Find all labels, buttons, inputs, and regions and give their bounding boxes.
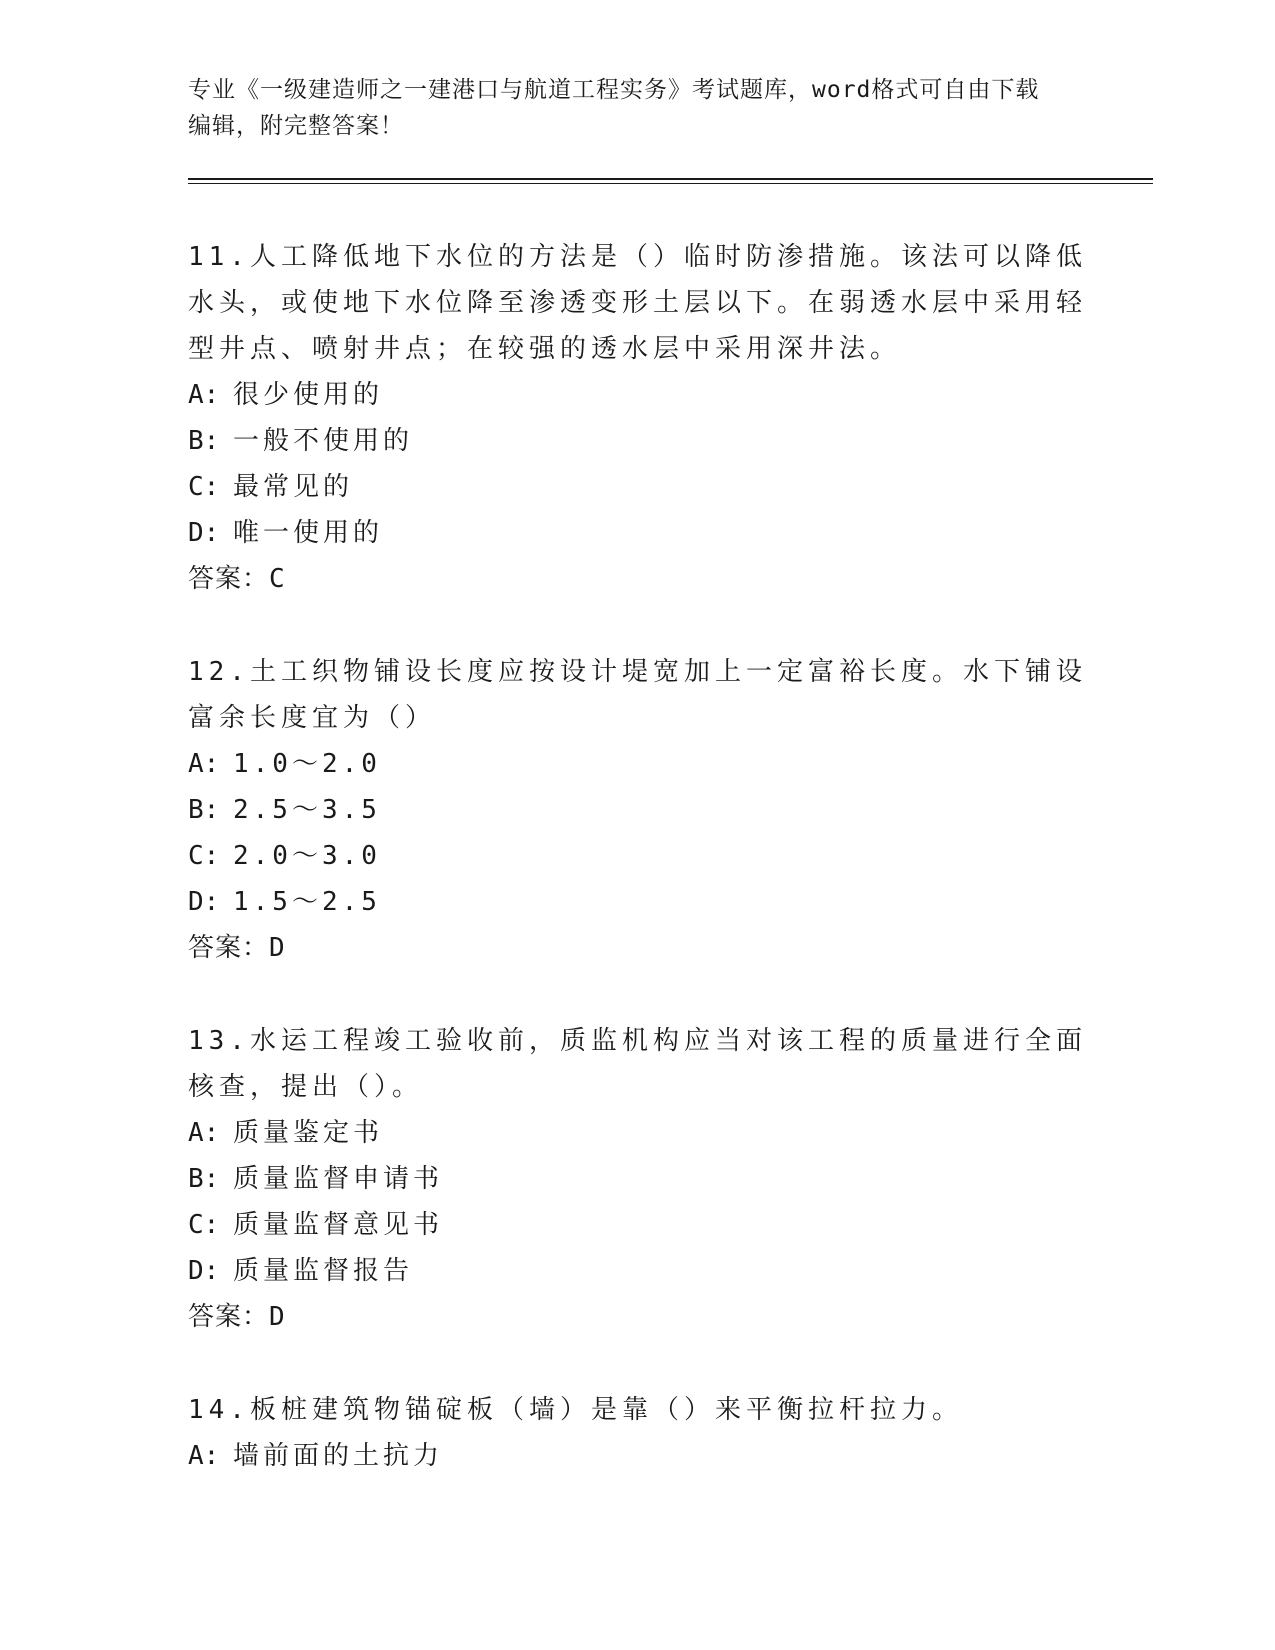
option-c xyxy=(188,833,1088,879)
option-text: 1.5～2.5 xyxy=(233,887,381,917)
option-b xyxy=(188,418,1088,464)
header-divider xyxy=(188,178,1153,180)
option-c xyxy=(188,1202,1088,1248)
option-text: 一般不使用的 xyxy=(233,426,414,456)
option-d xyxy=(188,510,1088,556)
header-line-2: 编辑，附完整答案！ xyxy=(188,113,404,139)
option-key: B: xyxy=(188,795,220,825)
question-text: 11.人工降低地下水位的方法是（）临时防渗措施。该法可以降低水头，或使地下水位降至渗透变形土层以下。在弱透水层中采用轻型井点、喷射井点；在较强的透水层中采用深井法。 xyxy=(188,242,1088,364)
option-key: D: xyxy=(188,887,220,917)
option-text: 2.5～3.5 xyxy=(233,795,381,825)
option-key: A: xyxy=(188,1118,220,1148)
answer: 答案：C xyxy=(188,564,286,594)
option-key: C: xyxy=(188,1210,220,1240)
question-12 xyxy=(188,649,1088,971)
option-text: 质量监督报告 xyxy=(233,1256,414,1286)
option-key: C: xyxy=(188,841,220,871)
question-14 xyxy=(188,1387,1088,1479)
option-a xyxy=(188,1110,1088,1156)
option-text: 质量监督申请书 xyxy=(233,1164,444,1194)
answer: 答案：D xyxy=(188,1302,286,1332)
option-text: 质量监督意见书 xyxy=(233,1210,444,1240)
option-text: 2.0～3.0 xyxy=(233,841,381,871)
option-key: A: xyxy=(188,749,220,779)
document-header xyxy=(188,72,1068,144)
option-key: A: xyxy=(188,380,220,410)
question-list xyxy=(188,234,1088,1526)
option-key: C: xyxy=(188,472,220,502)
option-key: B: xyxy=(188,1164,220,1194)
option-text: 最常见的 xyxy=(233,472,354,502)
question-text: 14.板桩建筑物锚碇板（墙）是靠（）来平衡拉杆拉力。 xyxy=(188,1395,963,1425)
option-key: D: xyxy=(188,518,220,548)
option-b xyxy=(188,787,1088,833)
option-a xyxy=(188,741,1088,787)
option-key: D: xyxy=(188,1256,220,1286)
option-key: B: xyxy=(188,426,220,456)
option-b xyxy=(188,1156,1088,1202)
option-text: 唯一使用的 xyxy=(233,518,384,548)
option-d xyxy=(188,879,1088,925)
header-line-1: 专业《一级建造师之一建港口与航道工程实务》考试题库，word格式可自由下载 xyxy=(188,77,1040,103)
question-text: 13.水运工程竣工验收前，质监机构应当对该工程的质量进行全面核查，提出（）。 xyxy=(188,1026,1087,1102)
question-11 xyxy=(188,234,1088,602)
option-text: 墙前面的土抗力 xyxy=(233,1441,444,1471)
option-text: 很少使用的 xyxy=(233,380,384,410)
option-key: A: xyxy=(188,1441,220,1471)
option-d xyxy=(188,1248,1088,1294)
question-text: 12.土工织物铺设长度应按设计堤宽加上一定富裕长度。水下铺设富余长度宜为（） xyxy=(188,657,1087,733)
option-c xyxy=(188,464,1088,510)
option-a xyxy=(188,372,1088,418)
question-13 xyxy=(188,1018,1088,1340)
option-text: 质量鉴定书 xyxy=(233,1118,384,1148)
header-divider-thin xyxy=(188,183,1153,184)
option-a xyxy=(188,1433,1088,1479)
answer: 答案：D xyxy=(188,933,286,963)
option-text: 1.0～2.0 xyxy=(233,749,381,779)
